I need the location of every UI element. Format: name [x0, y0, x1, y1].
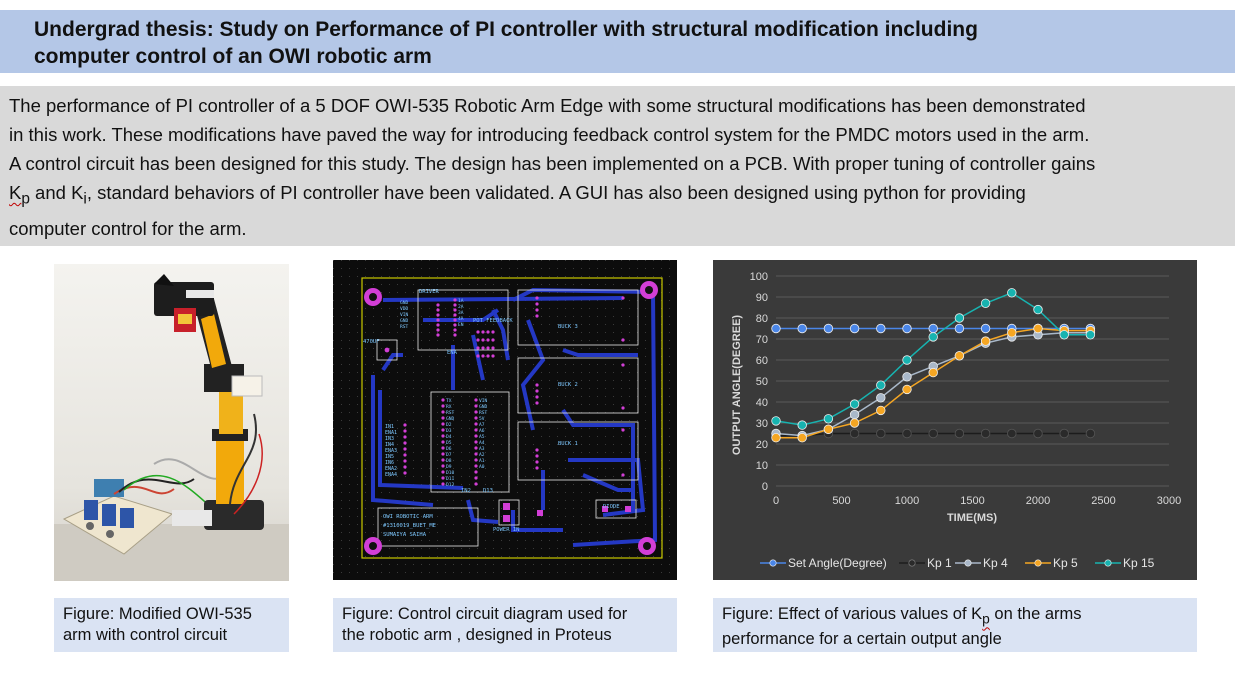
- chart-y-tick-8: 80: [755, 313, 768, 325]
- chart-x-tick-6: 3000: [1156, 495, 1182, 507]
- pcb-nano-right-pin-9: A2: [479, 453, 485, 458]
- legend-label-4: Kp 15: [1123, 556, 1155, 570]
- pcb-left-pin-3: IN4: [385, 442, 395, 448]
- pcb-buck3-label: BUCK 3: [558, 324, 578, 330]
- pcb-driver-pin-4: EN: [458, 323, 464, 328]
- pcb-buck1-label: BUCK 1: [558, 441, 578, 447]
- pcb-cap-label: 470UF: [363, 339, 380, 345]
- legend-marker-4: [1105, 560, 1111, 566]
- pcb-nano-right-pin-3: 5V: [479, 417, 485, 422]
- photo-caption-line-1: Figure: Modified OWI-535: [63, 605, 252, 623]
- photo-caption-line-2: arm with control circuit: [63, 626, 228, 644]
- chart-point-4-12: [1086, 331, 1095, 340]
- pcb-nano-left-pin-6: D4: [446, 435, 452, 440]
- pcb-header-pin-4: RST: [400, 325, 409, 330]
- pcb-pot-label: POT FEEDBACK: [473, 318, 513, 324]
- chart-y-axis-label: OUTPUT ANGLE(DEGREE): [731, 314, 743, 456]
- pcb-nano-left-pin-11: D9: [446, 465, 452, 470]
- chart-caption-text-a: Figure: Effect of various values of K: [722, 605, 983, 623]
- chart-point-3-1: [798, 433, 807, 442]
- chart-y-tick-5: 50: [755, 376, 768, 388]
- chart-point-0-5: [903, 324, 912, 333]
- chart-x-tick-2: 1000: [894, 495, 920, 507]
- abstract-box: [0, 86, 1235, 246]
- chart-point-1-10: [1034, 429, 1043, 438]
- chart-point-1-4: [877, 429, 886, 438]
- chart-gridlines: [776, 276, 1169, 486]
- chart-y-tick-6: 60: [755, 355, 768, 367]
- legend-label-0: Set Angle(Degree): [788, 556, 887, 570]
- chart-point-2-4: [877, 394, 886, 403]
- pcb-in2-label: IN2: [461, 488, 471, 494]
- pcb-caption-line-2: the robotic arm , designed in Proteus: [342, 626, 612, 644]
- pcb-header-pin-1: VDD: [400, 307, 409, 312]
- pcb-left-pin-6: IN6: [385, 460, 395, 466]
- chart-point-4-8: [981, 299, 990, 308]
- chart-point-3-8: [981, 337, 990, 346]
- chart-point-0-0: [772, 324, 781, 333]
- legend-label-2: Kp 4: [983, 556, 1008, 570]
- pcb-nano-left-pin-5: D3: [446, 429, 452, 434]
- pcb-diode-label: DIODE: [603, 504, 620, 510]
- chart-caption: [713, 598, 1197, 652]
- pcb-driver-pin-2: 3A: [458, 311, 464, 316]
- chart-y-tick-3: 30: [755, 418, 768, 430]
- chart-point-4-7: [955, 314, 964, 323]
- pcb-header-pin-2: VIN: [400, 313, 409, 318]
- chart-point-3-4: [877, 406, 886, 415]
- pcb-nano-right-pin-6: A5: [479, 435, 485, 440]
- pcb-nano-right-pin-0: VIN: [479, 399, 488, 404]
- legend-marker-2: [965, 560, 971, 566]
- pcb-nano-right-pin-1: GND: [479, 405, 488, 410]
- chart-point-4-5: [903, 356, 912, 365]
- chart-point-4-0: [772, 417, 781, 426]
- chart-point-3-5: [903, 385, 912, 394]
- chart-point-3-6: [929, 368, 938, 377]
- pcb-left-pin-0: IN1: [385, 424, 395, 430]
- chart-series-line-3: [776, 329, 1090, 438]
- title-line-2: computer control of an OWI robotic arm: [34, 45, 432, 68]
- chart-series-line-4: [776, 293, 1090, 425]
- pcb-layout: [333, 260, 677, 580]
- chart-caption-kp-sub: p: [982, 611, 990, 627]
- chart-point-4-2: [824, 415, 833, 424]
- chart-y-tick-9: 90: [755, 292, 768, 304]
- pcb-left-pin-2: IN3: [385, 436, 395, 442]
- pcb-caption-line-1: Figure: Control circuit diagram used for: [342, 605, 628, 623]
- chart-y-ticks: [750, 271, 768, 493]
- chart-caption-line-1: [722, 604, 1197, 629]
- chart-point-3-2: [824, 425, 833, 434]
- pcb-ena-label: ENA: [447, 350, 457, 356]
- pcb-nano-left-pin-1: RX: [446, 405, 452, 410]
- chart-y-tick-7: 70: [755, 334, 768, 346]
- pcb-left-pin-4: ENA3: [385, 448, 398, 454]
- chart-point-0-7: [955, 324, 964, 333]
- abstract-line-2: in this work. These modifications have paved the way for introducing feedback control system for the PMDC motors used in the arm.: [9, 124, 1090, 145]
- chart-point-0-3: [850, 324, 859, 333]
- chart-point-1-5: [903, 429, 912, 438]
- title-line-1: Undergrad thesis: Study on Performance of PI controller with structural modification including: [34, 18, 978, 41]
- legend-label-1: Kp 1: [927, 556, 952, 570]
- pcb-nano-left-pin-12: D10: [446, 471, 455, 476]
- kp-symbol: $K_p$: [9, 182, 30, 208]
- legend-label-3: Kp 5: [1053, 556, 1078, 570]
- and-k: and K: [29, 182, 84, 203]
- chart-point-4-9: [1008, 289, 1017, 298]
- chart-y-tick-10: 100: [749, 271, 768, 283]
- pcb-nano-right-pin-4: A7: [479, 423, 485, 428]
- chart-point-0-8: [981, 324, 990, 333]
- chart-point-1-8: [981, 429, 990, 438]
- chart-point-2-3: [850, 410, 859, 419]
- chart-point-0-4: [877, 324, 886, 333]
- chart-y-tick-2: 20: [755, 439, 768, 451]
- ki-subscript: i: [83, 190, 87, 208]
- chart-point-1-11: [1060, 429, 1069, 438]
- pcb-driver-label: DRIVER: [419, 289, 439, 295]
- chart-point-0-2: [824, 324, 833, 333]
- chart-point-3-7: [955, 352, 964, 361]
- chart-y-tick-4: 40: [755, 397, 768, 409]
- pcb-left-pins: [385, 424, 397, 478]
- pcb-left-pin-5: IN5: [385, 454, 395, 460]
- pcb-nano-left-pin-9: D7: [446, 453, 452, 458]
- chart-x-tick-3: 1500: [960, 495, 985, 507]
- chart-point-3-0: [772, 433, 781, 442]
- pcb-driver-pin-3: 4A: [458, 317, 464, 322]
- pcb-nano-left-pin-2: RST: [446, 411, 455, 416]
- pcb-driver-pin-0: 1A: [458, 299, 464, 304]
- legend-marker-1: [909, 560, 915, 566]
- chart-x-ticks: [773, 495, 1181, 507]
- chart-point-4-1: [798, 421, 807, 430]
- pcb-nano-right-pin-11: A0: [479, 465, 485, 470]
- pcb-nano-left-pin-3: GND: [446, 417, 455, 422]
- pcb-driver-pin-1: 2A: [458, 305, 464, 310]
- legend-marker-3: [1035, 560, 1041, 566]
- pcb-header-pin-0: GND: [400, 301, 409, 306]
- chart-point-1-6: [929, 429, 938, 438]
- chart-x-tick-1: 500: [832, 495, 851, 507]
- chart-point-3-9: [1008, 328, 1017, 337]
- abstract-line-5: computer control for the arm.: [9, 217, 247, 239]
- pcb-caption: [333, 598, 677, 652]
- pcb-nano-right-pin-7: A4: [479, 441, 485, 446]
- abstract-line-3: A control circuit has been designed for this study. The design has been implemented on a PCB. With proper tuning of controller gains: [9, 153, 1096, 174]
- chart-y-tick-1: 10: [755, 460, 768, 472]
- chart-point-0-6: [929, 324, 938, 333]
- photo-caption: [54, 598, 289, 652]
- chart-point-1-12: [1086, 429, 1095, 438]
- chart-point-3-3: [850, 419, 859, 428]
- legend-marker-0: [770, 560, 776, 566]
- pcb-nano-left-pin-0: TX: [446, 399, 452, 404]
- pcb-driver-pins: [458, 298, 464, 328]
- pcb-nano-right-pin-2: RST: [479, 411, 488, 416]
- chart-x-tick-0: 0: [772, 495, 780, 507]
- chart-point-4-11: [1060, 331, 1069, 340]
- chart-point-1-9: [1008, 429, 1017, 438]
- abstract-line-4-rest: , standard behaviors of PI controller have been validated. A GUI has also been designed using python for providing: [86, 182, 1026, 203]
- pcb-left-pin-8: ENA4: [385, 472, 398, 478]
- chart-x-tick-5: 2500: [1091, 495, 1116, 507]
- pcb-nano-left-pin-7: D5: [446, 441, 452, 446]
- pcb-header-pin-3: GND: [400, 319, 409, 324]
- chart-point-4-10: [1034, 305, 1043, 314]
- abstract-line-4: [9, 178, 1235, 214]
- pcb-left-pin-7: ENA2: [385, 466, 398, 472]
- pcb-board-line-2: #1310019_BUET_ME: [383, 523, 436, 529]
- title-banner: [0, 10, 1235, 73]
- chart-point-1-3: [850, 429, 859, 438]
- chart-point-3-10: [1034, 324, 1043, 333]
- kp-effect-chart: [713, 260, 1197, 580]
- pcb-d13-label: D13: [483, 488, 493, 494]
- chart-point-4-6: [929, 333, 938, 342]
- chart-y-tick-0: 0: [761, 481, 768, 493]
- pcb-power-label: POWER IN: [493, 527, 520, 533]
- chart-caption-line-2: performance for a certain output angle: [722, 630, 1002, 649]
- chart-point-4-3: [850, 400, 859, 409]
- abstract-line-1: The performance of PI controller of a 5 DOF OWI-535 Robotic Arm Edge with some structural modifications has been demonstrated: [9, 95, 1086, 116]
- pcb-nano-left-pin-8: D6: [446, 447, 452, 452]
- chart-x-tick-4: 2000: [1025, 495, 1051, 507]
- pcb-left-pin-1: ENA1: [385, 430, 398, 436]
- pcb-nano-left-pin-4: D2: [446, 423, 452, 428]
- pcb-board-line-3: SUMAIYA SAIHA: [383, 532, 427, 538]
- chart-point-4-4: [877, 381, 886, 390]
- pcb-nano-left-pin-14: D12: [446, 483, 455, 488]
- chart-caption-text-b: on the arms: [989, 605, 1082, 623]
- chart-point-1-7: [955, 429, 964, 438]
- pcb-nano-right-pin-5: A6: [479, 429, 485, 434]
- pcb-nano-left-pin-10: D8: [446, 459, 452, 464]
- pcb-nano-right-pin-8: A3: [479, 447, 485, 452]
- pcb-nano-left-pin-13: D11: [446, 477, 455, 482]
- chart-point-0-1: [798, 324, 807, 333]
- chart-legend: [760, 556, 1155, 570]
- chart-series-group: [772, 289, 1095, 443]
- pcb-buck2-label: BUCK 2: [558, 382, 578, 388]
- chart-x-axis-label: TIME(MS): [946, 512, 998, 524]
- pcb-header-pins: [400, 300, 409, 330]
- chart-point-2-5: [903, 373, 912, 382]
- robotic-arm-photo: [54, 264, 289, 581]
- pcb-nano-right-pin-10: A1: [479, 459, 485, 464]
- pcb-board-line-1: OWI ROBOTIC ARM: [383, 514, 433, 520]
